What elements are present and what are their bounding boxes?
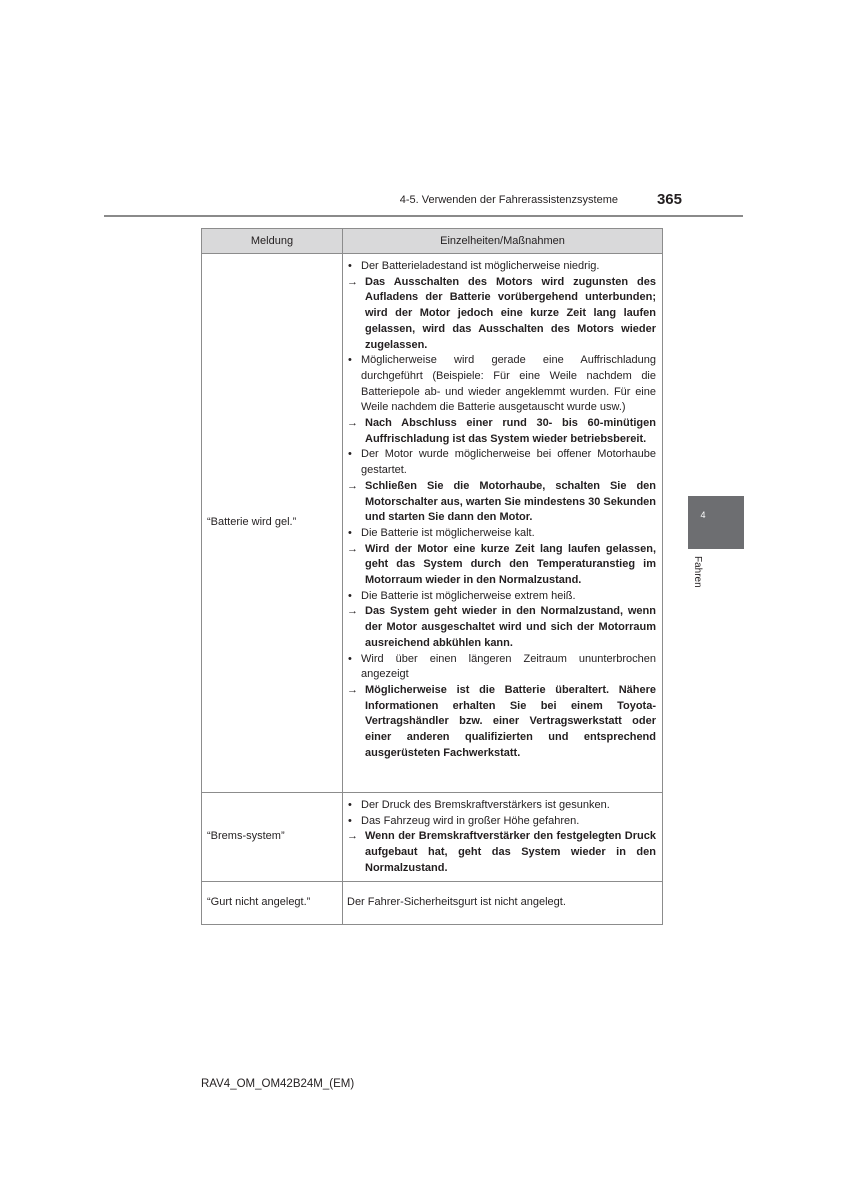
details-cell (343, 793, 663, 882)
bullet-marker: • (348, 260, 352, 272)
action-item (347, 479, 656, 526)
message-cell: “Gurt nicht angelegt.” (202, 881, 343, 924)
cause-text: Wird über einen längeren Zeitraum ununterbrochen angezeigt (361, 652, 656, 681)
page-number: 365 (656, 191, 682, 208)
cause-item (347, 798, 656, 814)
arrow-marker: → (347, 683, 358, 696)
arrow-marker: → (347, 542, 358, 555)
cause-text: Der Druck des Bremskraftverstärkers ist gesunken. (361, 799, 610, 811)
cause-item (347, 259, 656, 275)
action-text: Möglicherweise ist die Batterie überaltert. Nähere Informationen erhalten Sie bei einem Toyota-Vertragshändler bzw. einer Vertragswerkstatt oder einer anderen qualifizierten und entsprechend ausgerüsteten Fachwerkstatt. (365, 683, 656, 759)
document-code: RAV4_OM_OM42B24M_(EM) (201, 1078, 355, 1090)
action-item (347, 275, 656, 354)
cause-text: Der Motor wurde möglicherweise bei offener Motorhaube gestartet. (361, 448, 656, 477)
action-item (347, 604, 656, 651)
action-item (347, 829, 656, 876)
cause-text: Die Batterie ist möglicherweise kalt. (361, 526, 535, 539)
header-divider (104, 215, 743, 217)
column-header-message: Meldung (202, 229, 343, 254)
message-cell: “Brems-system” (202, 793, 343, 882)
action-text: Wenn der Bremskraftverstärker den festgelegten Druck aufgebaut hat, geht das System wieder in den Normalzustand. (365, 830, 656, 874)
column-header-details: Einzelheiten/Maßnahmen (343, 229, 663, 254)
chapter-tab (688, 496, 744, 549)
bullet-marker: • (348, 354, 352, 367)
cause-text: Möglicherweise wird gerade eine Auffrischladung durchgeführt (Beispiele: Für eine Weile nachdem die Batteriepole ab- und wieder angeklemmt wurden. Für eine Weile nachdem die Batterie ausgetauscht wurde usw.) (361, 354, 656, 414)
action-item (347, 542, 656, 589)
chapter-number: 4 (700, 510, 706, 520)
arrow-marker: → (347, 479, 358, 492)
action-text: Das Ausschalten des Motors wird zugunsten des Aufladens der Batterie vorübergehend unterbunden; wird der Motor jedoch eine kurze Zeit lang laufen gelassen, wird das Ausschalten des Motors wieder zugelassen. (365, 275, 656, 351)
table-row (202, 254, 663, 793)
message-cell: “Batterie wird gel.” (202, 254, 343, 793)
action-text: Wird der Motor eine kurze Zeit lang laufen gelassen, geht das System durch den Temperaturanstieg im Motorraum wieder in den Normalzustand. (365, 542, 656, 587)
cause-item (347, 652, 656, 683)
cause-text: Die Batterie ist möglicherweise extrem heiß. (361, 589, 576, 602)
cause-item (347, 447, 656, 478)
bullet-marker: • (348, 589, 352, 602)
cause-text: Der Batterieladestand ist möglicherweise niedrig. (361, 260, 600, 272)
chapter-label: Fahren (692, 556, 703, 588)
action-text: Das System geht wieder in den Normalzustand, wenn der Motor ausgeschaltet wird und sich der Motorraum ausreichend abkühlen kann. (365, 605, 656, 649)
details-cell: Der Fahrer-Sicherheitsgurt ist nicht angelegt. (343, 881, 663, 924)
cause-item (347, 353, 656, 416)
action-item (347, 683, 656, 762)
action-text: Schließen Sie die Motorhaube, schalten Sie den Motorschalter aus, warten Sie mindestens 30 Sekunden und starten Sie dann den Motor. (365, 479, 656, 524)
section-title: 4-5. Verwenden der Fahrerassistenzsysteme (399, 194, 618, 206)
action-item (347, 416, 656, 447)
arrow-marker: → (347, 830, 358, 843)
bullet-marker: • (348, 799, 352, 811)
arrow-marker: → (347, 275, 358, 288)
warning-message-table (201, 228, 663, 925)
bullet-marker: • (348, 448, 352, 461)
table-header-row (202, 229, 663, 254)
cause-text: Das Fahrzeug wird in großer Höhe gefahren. (361, 814, 580, 827)
arrow-marker: → (347, 605, 358, 618)
cause-item (347, 526, 656, 542)
bullet-marker: • (348, 814, 352, 827)
bullet-marker: • (348, 652, 352, 665)
details-cell (343, 254, 663, 793)
cause-item (347, 589, 656, 605)
bullet-marker: • (348, 526, 352, 539)
table-row (202, 881, 663, 924)
table-row (202, 793, 663, 882)
cause-item (347, 814, 656, 830)
action-text: Nach Abschluss einer rund 30- bis 60-minütigen Auffrischladung ist das System wieder betriebsbereit. (365, 417, 656, 445)
arrow-marker: → (347, 417, 358, 430)
